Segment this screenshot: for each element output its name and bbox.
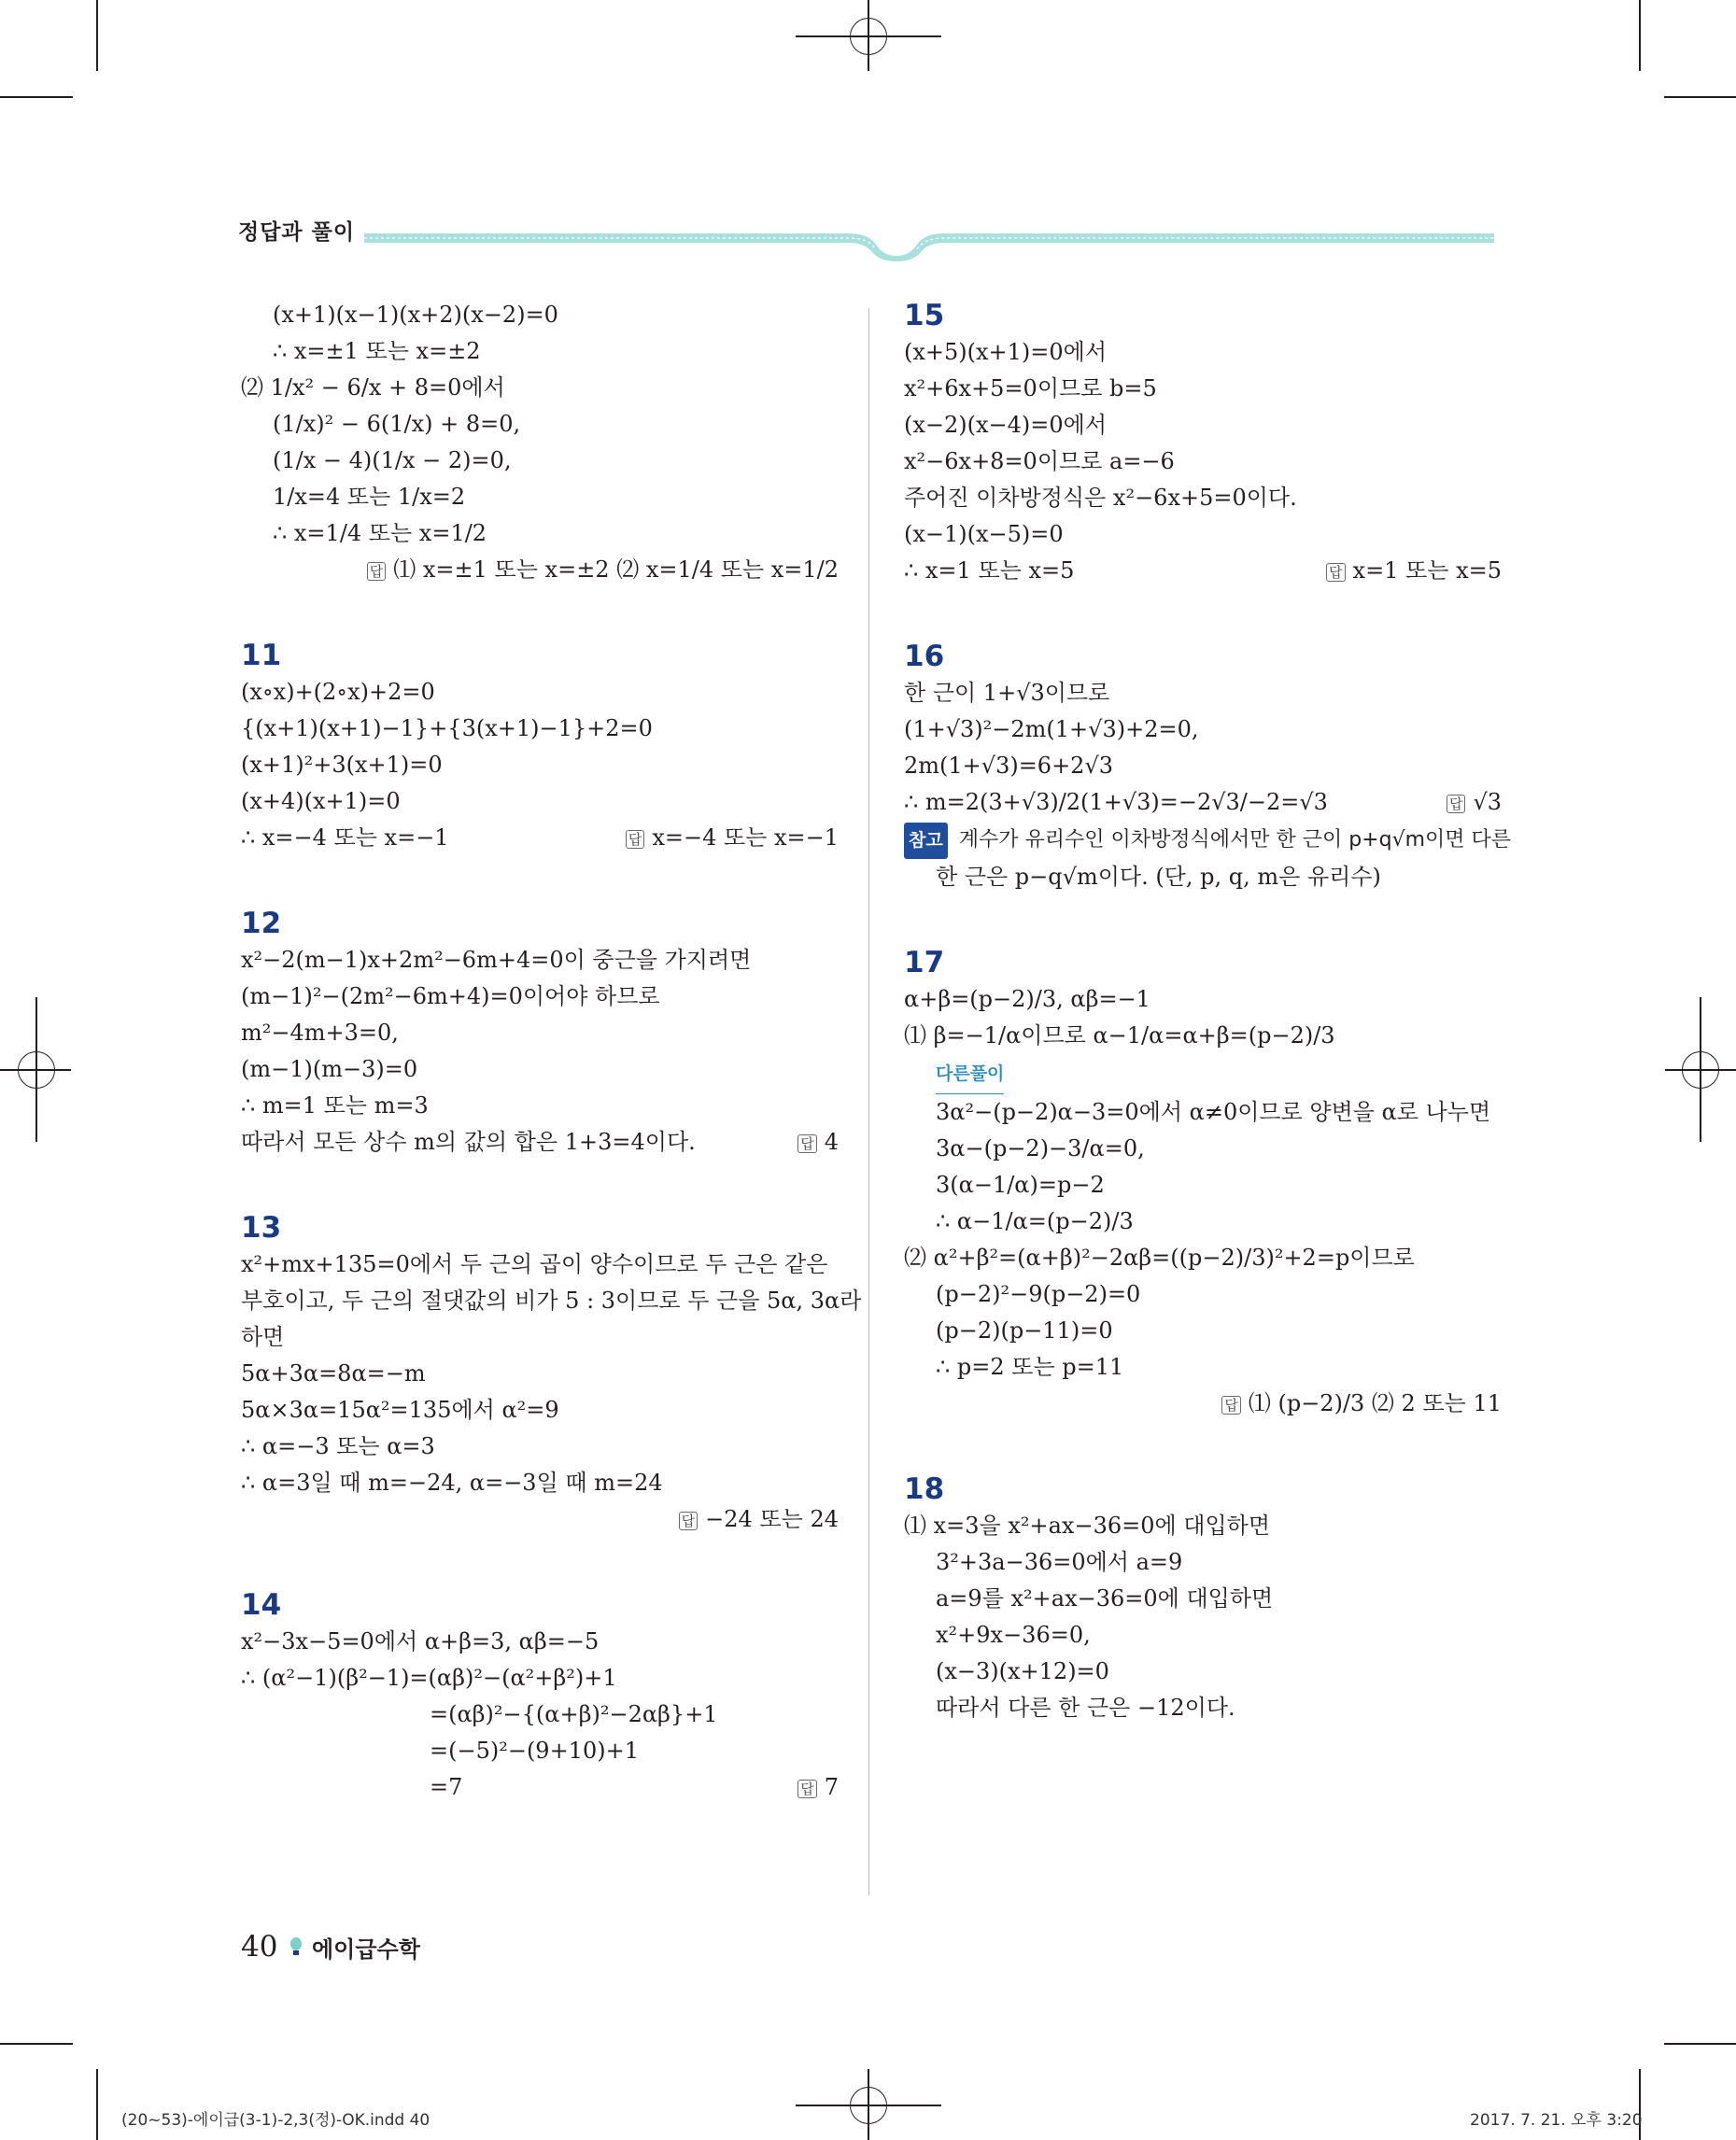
crop-mark [0, 96, 73, 98]
solution-line: =(−5)²−(9+10)+1 [430, 1738, 639, 1764]
question-number: 11 [241, 639, 282, 672]
solution-line: (x∘x)+(2∘x)+2=0 [241, 679, 435, 705]
solution-line: m²−4m+3=0, [241, 1020, 399, 1046]
solution-line: ∴ α=−3 또는 α=3 [241, 1433, 435, 1459]
answer-label: 답 [1221, 1396, 1241, 1415]
crop-mark [1664, 2043, 1736, 2045]
crop-mark [0, 2043, 73, 2045]
solution-line: (x+1)²+3(x+1)=0 [241, 752, 443, 778]
solution-line: (x+1)(x−1)(x+2)(x−2)=0 [273, 302, 558, 328]
solution-line: 한 근은 p−q√m이다. (단, p, q, m은 유리수) [936, 864, 1381, 890]
solution-line: a=9를 x²+ax−36=0에 대입하면 [936, 1585, 1274, 1612]
solution-line: (m−1)²−(2m²−6m+4)=0이어야 하므로 [241, 983, 660, 1009]
header-rule [364, 220, 1494, 261]
print-slug-file: (20~53)-에이급(3-1)-2,3(정)-OK.indd 40 [121, 2111, 430, 2130]
solution-line: 하면 [241, 1324, 285, 1350]
solution-line: 5α+3α=8α=−m [241, 1360, 426, 1387]
answer-text: 4 [824, 1129, 839, 1155]
solution-line: (1/x)² − 6(1/x) + 8=0, [273, 411, 521, 437]
solution-line: ∴ x=−4 또는 x=−1 [241, 824, 449, 851]
answer-text: ⑴ x=±1 또는 x=±2 ⑵ x=1/4 또는 x=1/2 [393, 556, 839, 583]
solution-line: (x−2)(x−4)=0에서 [904, 412, 1108, 438]
answer-text: ⑴ (p−2)/3 ⑵ 2 또는 11 [1248, 1390, 1502, 1416]
question-number: 18 [904, 1472, 945, 1506]
answer-text: x=−4 또는 x=−1 [652, 824, 839, 851]
print-slug-date: 2017. 7. 21. 오후 3:20 [1470, 2111, 1643, 2130]
crop-mark [96, 0, 98, 71]
solution-line: ∴ (α²−1)(β²−1)=(αβ)²−(α²+β²)+1 [241, 1665, 617, 1691]
solution-line-with-answer [241, 820, 839, 856]
answer-line [241, 1501, 839, 1538]
solution-line: x²+9x−36=0, [936, 1622, 1091, 1648]
solution-line: ⑴ x=3을 x²+ax−36=0에 대입하면 [904, 1513, 1271, 1539]
answer-content [1326, 553, 1502, 589]
solution-line-with-answer [241, 1769, 839, 1806]
solution-line: {(x+1)(x+1)−1}+{3(x+1)−1}+2=0 [241, 715, 653, 741]
solution-line: ∴ α−1/α=(p−2)/3 [936, 1208, 1134, 1234]
alternative-solution [904, 1054, 1502, 1094]
answer-content [679, 1501, 839, 1538]
note-text: 계수가 유리수인 이차방정식에서만 한 근이 p+q√m이면 다른 [958, 828, 1512, 852]
solution-line: α+β=(p−2)/3, αβ=−1 [904, 986, 1150, 1012]
answer-label: 답 [797, 1780, 817, 1798]
solution-line: x²+mx+135=0에서 두 근의 곱이 양수이므로 두 근은 같은 [241, 1251, 828, 1277]
solution-line: 5α×3α=15α²=135에서 α²=9 [241, 1397, 559, 1423]
answer-label: 답 [679, 1512, 699, 1530]
solution-line: x²−6x+8=0이므로 a=−6 [904, 448, 1175, 474]
solution-line: x²+6x+5=0이므로 b=5 [904, 375, 1157, 401]
solution-line: ∴ m=2(3+√3)/2(1+√3)=−2√3/−2=√3 [904, 789, 1328, 815]
solution-line: (x−3)(x+12)=0 [936, 1658, 1109, 1684]
page-number: 40 [241, 1930, 278, 1964]
solution-line: 부호이고, 두 근의 절댓값의 비가 5 : 3이므로 두 근을 5α, 3α라 [241, 1288, 862, 1314]
question-number: 16 [904, 640, 945, 673]
answer-content [1221, 1386, 1502, 1422]
solution-line-with-answer [904, 553, 1502, 589]
solution-line: 따라서 다른 한 근은 −12이다. [936, 1695, 1235, 1721]
solution-line: 1/x=4 또는 1/x=2 [273, 484, 466, 510]
solution-line-with-answer [904, 784, 1502, 821]
solution-line: (x−1)(x−5)=0 [904, 521, 1064, 547]
solution-line: ∴ α=3일 때 m=−24, α=−3일 때 m=24 [241, 1470, 663, 1496]
alternative-solution-label: 다른풀이 [936, 1056, 1004, 1094]
solution-line: 3²+3a−36=0에서 a=9 [936, 1549, 1183, 1575]
page-header-title: 정답과 풀이 [238, 220, 356, 245]
question-number: 17 [904, 946, 945, 979]
question-number: 14 [241, 1588, 282, 1622]
answer-label: 답 [367, 562, 387, 581]
answer-line [904, 1386, 1502, 1422]
answer-label: 답 [1447, 795, 1466, 813]
left-column [241, 297, 862, 1806]
answer-text: √3 [1473, 789, 1502, 815]
answer-content [367, 552, 839, 588]
solution-line: 주어진 이차방정식은 x²−6x+5=0이다. [904, 485, 1297, 511]
solution-line: 한 근이 1+√3이므로 [904, 680, 1110, 706]
answer-content [797, 1769, 839, 1806]
solution-line: ⑵ α²+β²=(α+β)²−2αβ=((p−2)/3)²+2=p이므로 [904, 1245, 1415, 1271]
solution-line: ⑴ β=−1/α이므로 α−1/α=α+β=(p−2)/3 [904, 1022, 1335, 1049]
registration-circle [1682, 1051, 1719, 1089]
registration-circle [850, 18, 887, 55]
answer-content [797, 1124, 839, 1161]
solution-line: (p−2)(p−11)=0 [936, 1317, 1113, 1344]
note-label: 참고 [904, 823, 948, 859]
answer-text: −24 또는 24 [705, 1506, 839, 1532]
solution-line: (1+√3)²−2m(1+√3)+2=0, [904, 716, 1199, 742]
crop-mark [1639, 0, 1641, 71]
solution-line: (m−1)(m−3)=0 [241, 1056, 418, 1082]
solution-line: ∴ x=1 또는 x=5 [904, 557, 1075, 584]
question-number: 15 [904, 299, 945, 332]
answer-content [626, 820, 839, 856]
answer-label: 답 [797, 1134, 817, 1153]
solution-line: (x+4)(x+1)=0 [241, 788, 401, 814]
lightbulb-icon [289, 1936, 303, 1957]
right-column [904, 297, 1512, 1726]
crop-mark [96, 2069, 98, 2140]
question-number: 13 [241, 1211, 282, 1245]
solution-line: ∴ x=1/4 또는 x=1/2 [273, 520, 487, 546]
brand-name: 에이급수학 [312, 1936, 420, 1963]
answer-line [241, 552, 839, 588]
solution-line: ∴ p=2 또는 p=11 [936, 1354, 1124, 1380]
solution-line: ⑵ 1/x² − 6/x + 8=0에서 [241, 374, 505, 401]
answer-label: 답 [626, 830, 645, 849]
answer-text: x=1 또는 x=5 [1352, 557, 1502, 584]
solution-line: x²−3x−5=0에서 α+β=3, αβ=−5 [241, 1628, 600, 1654]
solution-line: ∴ m=1 또는 m=3 [241, 1092, 429, 1119]
registration-circle [850, 2087, 887, 2124]
solution-line: (x+5)(x+1)=0에서 [904, 339, 1108, 365]
answer-content [1447, 784, 1502, 821]
crop-mark [1664, 96, 1736, 98]
solution-line: 2m(1+√3)=6+2√3 [904, 753, 1114, 779]
solution-line: (1/x − 4)(1/x − 2)=0, [273, 447, 512, 473]
solution-line: (p−2)²−9(p−2)=0 [936, 1281, 1141, 1307]
solution-line: =(αβ)²−{(α+β)²−2αβ}+1 [430, 1701, 718, 1727]
solution-line: 3α−(p−2)−3/α=0, [936, 1135, 1145, 1162]
solution-line: 3(α−1/α)=p−2 [936, 1172, 1105, 1198]
reference-note [904, 821, 1512, 859]
solution-line: x²−2(m−1)x+2m²−6m+4=0이 중근을 가지려면 [241, 947, 752, 973]
solution-line-with-answer [241, 1124, 839, 1161]
solution-line: =7 [430, 1774, 463, 1800]
solution-line: 따라서 모든 상수 m의 값의 합은 1+3=4이다. [241, 1129, 696, 1155]
column-divider [868, 308, 869, 1895]
solution-line: 3α²−(p−2)α−3=0에서 α≠0이므로 양변을 α로 나누면 [936, 1099, 1491, 1125]
question-number: 12 [241, 907, 282, 940]
answer-label: 답 [1326, 563, 1346, 582]
registration-circle [18, 1051, 55, 1089]
solution-line: ∴ x=±1 또는 x=±2 [273, 338, 481, 364]
answer-text: 7 [824, 1774, 839, 1800]
